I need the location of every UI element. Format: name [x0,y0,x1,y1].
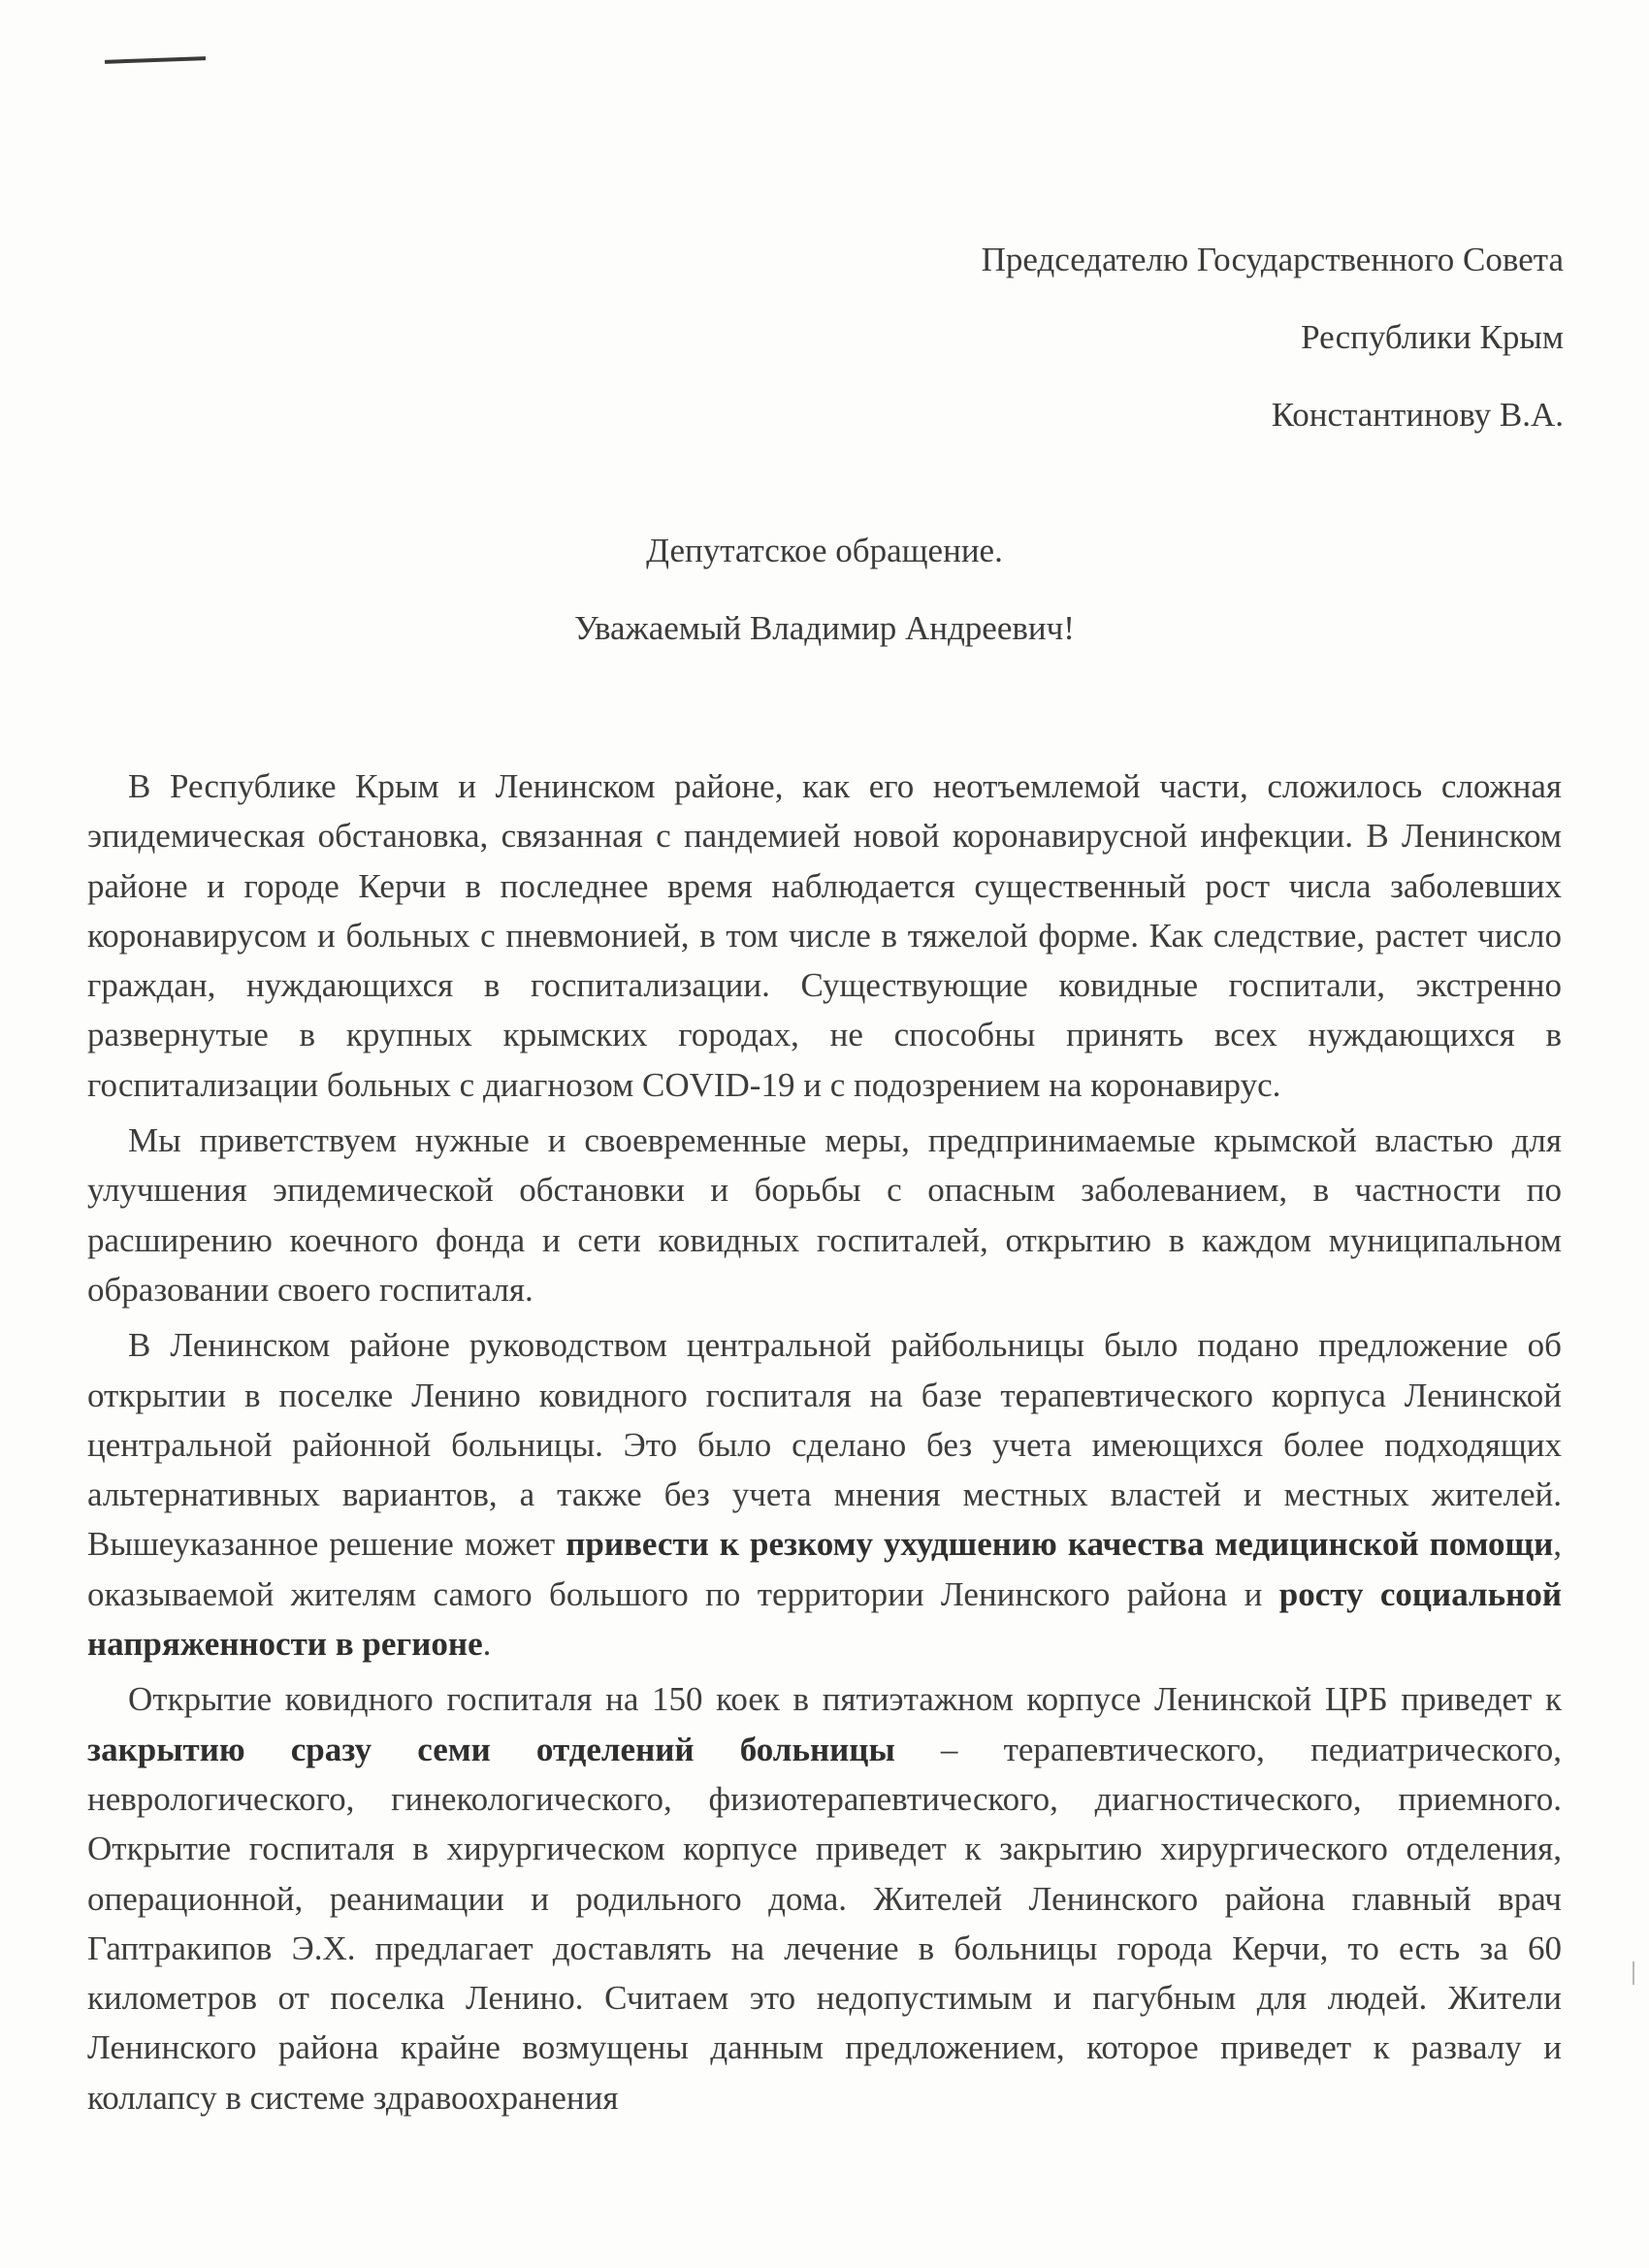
emphasis-text: закрытию сразу семи отделений больницы [87,1730,895,1768]
text-span: – терапевтического, педиатрического, неврологического, гинекологического, физиотерапевтического, диагностического, приемного. Открытие госпиталя в хирургическом корпусе приведет к закрытию хирургического отделения, операционной, реанимации и родильного дома. Жителей Ленинского района главный врач Гаптракипов Э.Х. предлагает доставлять на лечение в больницы города Керчи, то есть за 60 километров от поселка Ленино. Считаем это недопустимым и пагубным для людей. Жители Ленинского района крайне возмущены данным предложением, которое приведет к развалу и коллапсу в системе здравоохранения [87,1730,1563,2117]
paragraph-support-measures: Мы приветствуем нужные и своевременные меры, предпринимаемые крымской властью для улучшения эпидемической обстановки и борьбы с опасным заболеванием, в частности по расширению коечного фонда и сети ковидных госпиталей, открытию в каждом муниципальном образовании своего госпиталя. [87,1121,1562,1309]
addressee-block [982,221,1564,454]
scan-edge-mark [1633,1961,1634,1985]
text-span: . [482,1625,492,1664]
text-span: Открытие ковидного госпиталя на 150 коек в пятиэтажном корпусе Ленинской ЦРБ приведет к [128,1680,1562,1719]
salutation: Уважаемый Владимир Андреевич! [574,609,1075,647]
addressee-line-region: Республики Крым [1301,318,1564,356]
paragraph-hospital-proposal [87,1320,1562,1669]
emphasis-text: привести к резкому ухудшению качества медицинской помощи [566,1525,1554,1564]
addressee-line-position: Председателю Государственного Совета [981,241,1564,278]
corner-pen-mark [105,56,206,64]
letter-body [87,761,1562,2128]
addressee-line-name: Константинову В.А. [1271,396,1564,434]
paragraph-department-closures [87,1674,1562,2122]
document-title: Депутатское обращение. [646,532,1003,569]
emphasis-text: росту социальной напряженности в регионе [87,1574,1562,1664]
text-span: , оказываемой жителям самого большого по территории Ленинского района и [87,1525,1562,1613]
text-span: В Ленинском районе руководством центральной райбольницы было подано предложение об открытии в поселке Ленино ковидного госпиталя на базе терапевтического корпуса Ленинской центральной районной больницы. Это было сделано без учета имеющихся более подходящих альтернативных вариантов, а также без учета мнения местных властей и местных жителей. Вышеуказанное решение может [87,1326,1562,1564]
paragraph-epidemic-situation: В Республике Крым и Ленинском районе, как его неотъемлемой части, сложилось сложная эпидемическая обстановка, связанная с пандемией новой коронавирусной инфекции. В Ленинском районе и городе Керчи в последнее время наблюдается существенный рост числа заболевших коронавирусом и больных с пневмонией, в том числе в тяжелой форме. Как следствие, растет число граждан, нуждающихся в госпитализации. Существующие ковидные госпитали, экстренно развернутые в крупных крымских городах, не способны принять всех нуждающихся в госпитализации больных с диагнозом COVID-19 и с подозрением на коронавирус. [87,767,1562,1104]
